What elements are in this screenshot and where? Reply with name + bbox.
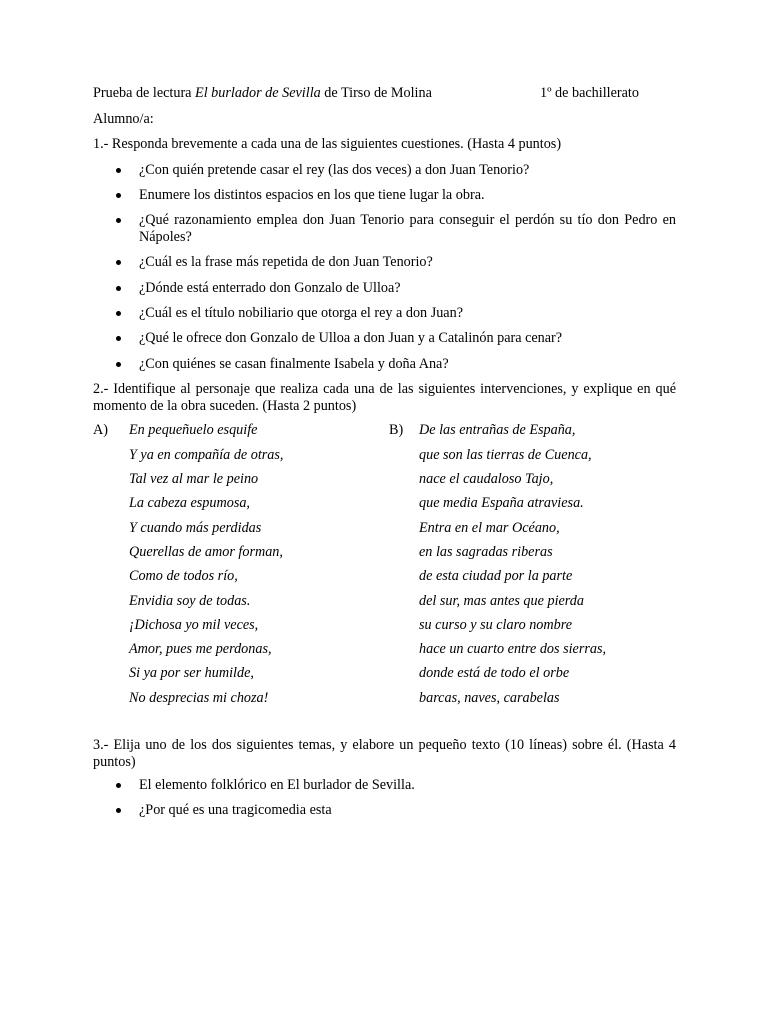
verse-line: Querellas de amor forman, bbox=[129, 543, 283, 560]
question-text: ¿Qué razonamiento emplea don Juan Tenorio para conseguir el perdón su tío don Pedro en Nápoles? bbox=[139, 212, 676, 246]
question-list bbox=[93, 162, 676, 373]
verse-line: Y ya en compañía de otras, bbox=[129, 446, 284, 463]
question-text: ¿Cuál es el título nobiliario que otorga el rey a don Juan? bbox=[139, 305, 463, 322]
title-prefix: Prueba de lectura bbox=[93, 85, 192, 101]
verse-line: No desprecias mi choza! bbox=[129, 689, 269, 706]
bullet-icon bbox=[116, 168, 121, 173]
student-name-label: Alumno/a: bbox=[93, 111, 154, 127]
bullet-icon bbox=[116, 260, 121, 265]
verse-line: barcas, naves, carabelas bbox=[419, 689, 560, 706]
verse-fragments bbox=[93, 418, 676, 710]
fragment-b-verses bbox=[419, 418, 606, 710]
topic-item bbox=[93, 777, 676, 794]
verse-line: Envidia soy de todas. bbox=[129, 592, 251, 609]
verse-line: Si ya por ser humilde, bbox=[129, 665, 254, 682]
verse-line: que son las tierras de Cuenca, bbox=[419, 446, 592, 463]
title-suffix: de Tirso de Molina bbox=[324, 85, 432, 101]
verse-line: Como de todos río, bbox=[129, 568, 238, 585]
verse-line: ¡Dichosa yo mil veces, bbox=[129, 616, 259, 633]
fragment-a bbox=[93, 418, 283, 710]
question-text: ¿Con quién pretende casar el rey (las dos veces) a don Juan Tenorio? bbox=[139, 161, 530, 178]
verse-line: Y cuando más perdidas bbox=[129, 519, 262, 536]
question-item bbox=[93, 330, 676, 347]
bullet-icon bbox=[116, 311, 121, 316]
bullet-icon bbox=[116, 783, 121, 788]
topic-text: El elemento folklórico en El burlador de Sevilla. bbox=[139, 777, 415, 794]
verse-line: de esta ciudad por la parte bbox=[419, 568, 573, 585]
verse-line: En pequeñuelo esquife bbox=[129, 422, 258, 439]
bullet-icon bbox=[116, 336, 121, 341]
question-item bbox=[93, 162, 676, 179]
verse-line: Amor, pues me perdonas, bbox=[129, 641, 272, 658]
verse-line: hace un cuarto entre dos sierras, bbox=[419, 641, 607, 658]
exam-header bbox=[93, 85, 676, 102]
question-item bbox=[93, 356, 676, 373]
topic-item bbox=[93, 802, 676, 819]
bullet-icon bbox=[116, 808, 121, 813]
verse-line: del sur, mas antes que pierda bbox=[419, 592, 584, 609]
verse-line: que media España atraviesa. bbox=[419, 495, 584, 512]
fragment-b-label: B) bbox=[389, 422, 404, 439]
fragment-a-verses bbox=[129, 418, 283, 710]
verse-line: De las entrañas de España, bbox=[419, 422, 576, 439]
work-title: El burlador de Sevilla bbox=[195, 85, 321, 101]
section-3-heading: 3.- Elija uno de los dos siguientes temas, y elabore un pequeño texto (10 líneas) sobre él. (Hasta 4 puntos) bbox=[93, 737, 676, 771]
bullet-icon bbox=[116, 286, 121, 291]
verse-line: La cabeza espumosa, bbox=[129, 495, 250, 512]
question-item bbox=[93, 305, 676, 322]
question-item bbox=[93, 187, 676, 204]
verse-line: donde está de todo el orbe bbox=[419, 665, 570, 682]
topic-text: ¿Por qué es una tragicomedia esta bbox=[139, 802, 332, 819]
question-item bbox=[93, 254, 676, 271]
fragment-b bbox=[389, 418, 606, 710]
verse-line: nace el caudaloso Tajo, bbox=[419, 471, 554, 488]
section-1-heading: 1.- Responda brevemente a cada una de las siguientes cuestiones. (Hasta 4 puntos) bbox=[93, 136, 562, 153]
question-text: ¿Qué le ofrece don Gonzalo de Ulloa a don Juan y a Catalinón para cenar? bbox=[139, 330, 563, 347]
question-text: ¿Con quiénes se casan finalmente Isabela y doña Ana? bbox=[139, 355, 449, 372]
question-item bbox=[93, 212, 676, 246]
section-2-heading: 2.- Identifique al personaje que realiza cada una de las siguientes intervenciones, y explique en qué momento de la obra suceden. (Hasta 2 puntos) bbox=[93, 380, 676, 414]
course-label: 1º de bachillerato bbox=[540, 85, 639, 101]
exam-title bbox=[93, 85, 432, 101]
question-text: Enumere los distintos espacios en los que tiene lugar la obra. bbox=[139, 186, 485, 203]
verse-line: Entra en el mar Océano, bbox=[419, 519, 560, 536]
topic-list bbox=[93, 777, 676, 819]
fragment-a-label: A) bbox=[93, 422, 108, 439]
verse-line: en las sagradas riberas bbox=[419, 543, 553, 560]
section-2 bbox=[93, 381, 676, 710]
bullet-icon bbox=[116, 193, 121, 198]
document-body bbox=[93, 85, 676, 828]
section-3 bbox=[93, 737, 676, 819]
question-text: ¿Cuál es la frase más repetida de don Juan Tenorio? bbox=[139, 254, 433, 271]
bullet-icon bbox=[116, 362, 121, 367]
bullet-icon bbox=[116, 218, 121, 223]
verse-line: su curso y su claro nombre bbox=[419, 616, 573, 633]
verse-line: Tal vez al mar le peino bbox=[129, 471, 259, 488]
question-text: ¿Dónde está enterrado don Gonzalo de Ulloa? bbox=[139, 279, 401, 296]
question-item bbox=[93, 280, 676, 297]
section-1 bbox=[93, 136, 676, 372]
